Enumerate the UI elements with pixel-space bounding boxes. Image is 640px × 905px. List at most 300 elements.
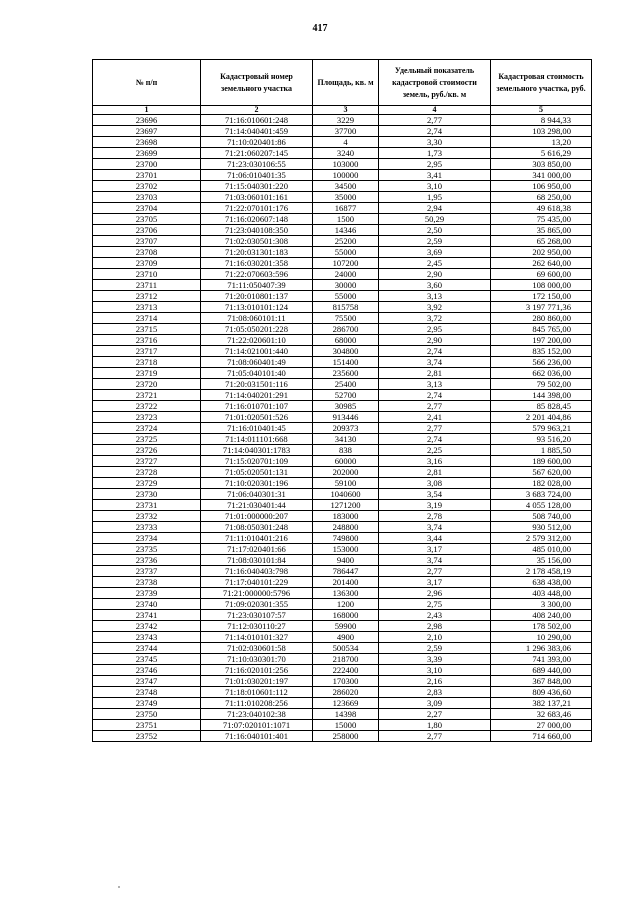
cell-cadastral-value: 69 600,00 — [491, 269, 592, 280]
table-row — [93, 489, 592, 500]
cell-area: 1500 — [313, 214, 379, 225]
cell-cadastral-number: 71:06:040301:31 — [201, 489, 313, 500]
cell-area: 500534 — [313, 643, 379, 654]
cell-cadastral-number: 71:23:040108:350 — [201, 225, 313, 236]
cell-area: 59100 — [313, 478, 379, 489]
cell-row-number: 23739 — [93, 588, 201, 599]
cell-cadastral-value: 367 848,00 — [491, 676, 592, 687]
cell-cadastral-number: 71:11:010208:256 — [201, 698, 313, 709]
cell-specific-value: 2,81 — [379, 467, 491, 478]
cell-cadastral-value: 189 600,00 — [491, 456, 592, 467]
cell-cadastral-number: 71:22:070101:176 — [201, 203, 313, 214]
table-row — [93, 247, 592, 258]
cell-cadastral-value: 662 036,00 — [491, 368, 592, 379]
cell-specific-value: 3,92 — [379, 302, 491, 313]
cell-area: 248800 — [313, 522, 379, 533]
cell-cadastral-number: 71:12:030110:27 — [201, 621, 313, 632]
cell-cadastral-value: 485 010,00 — [491, 544, 592, 555]
cell-specific-value: 2,95 — [379, 324, 491, 335]
cell-cadastral-number: 71:01:030201:197 — [201, 676, 313, 687]
table-row — [93, 236, 592, 247]
cell-row-number: 23720 — [93, 379, 201, 390]
cell-specific-value: 2,41 — [379, 412, 491, 423]
cell-specific-value: 2,90 — [379, 269, 491, 280]
cell-cadastral-value: 108 000,00 — [491, 280, 592, 291]
cell-cadastral-number: 71:10:020301:196 — [201, 478, 313, 489]
cell-row-number: 23697 — [93, 126, 201, 137]
cell-row-number: 23700 — [93, 159, 201, 170]
cell-cadastral-number: 71:17:020401:66 — [201, 544, 313, 555]
cell-specific-value: 3,74 — [379, 357, 491, 368]
scan-speck — [118, 886, 120, 888]
table-row — [93, 522, 592, 533]
table-row — [93, 467, 592, 478]
table-row — [93, 676, 592, 687]
cell-area: 100000 — [313, 170, 379, 181]
cell-area: 15000 — [313, 720, 379, 731]
column-number-row — [93, 106, 592, 115]
cell-cadastral-number: 71:16:020101:256 — [201, 665, 313, 676]
cell-row-number: 23740 — [93, 599, 201, 610]
cell-cadastral-value: 638 438,00 — [491, 577, 592, 588]
cell-area: 258000 — [313, 731, 379, 742]
column-number: 3 — [313, 106, 379, 115]
cell-specific-value: 2,81 — [379, 368, 491, 379]
cell-row-number: 23699 — [93, 148, 201, 159]
cell-cadastral-value: 835 152,00 — [491, 346, 592, 357]
table-row — [93, 181, 592, 192]
cell-specific-value: 3,44 — [379, 533, 491, 544]
cell-cadastral-value: 845 765,00 — [491, 324, 592, 335]
cell-specific-value: 2,16 — [379, 676, 491, 687]
column-number: 2 — [201, 106, 313, 115]
table-row — [93, 665, 592, 676]
cell-specific-value: 2,77 — [379, 423, 491, 434]
cell-area: 3229 — [313, 115, 379, 126]
cell-cadastral-value: 262 640,00 — [491, 258, 592, 269]
cell-specific-value: 2,10 — [379, 632, 491, 643]
cell-row-number: 23698 — [93, 137, 201, 148]
cell-cadastral-value: 930 512,00 — [491, 522, 592, 533]
cell-cadastral-number: 71:02:030501:308 — [201, 236, 313, 247]
cell-row-number: 23750 — [93, 709, 201, 720]
cell-area: 235600 — [313, 368, 379, 379]
cell-row-number: 23713 — [93, 302, 201, 313]
cell-area: 68000 — [313, 335, 379, 346]
cell-cadastral-number: 71:14:011101:668 — [201, 434, 313, 445]
cell-row-number: 23725 — [93, 434, 201, 445]
cell-cadastral-number: 71:21:000000:5796 — [201, 588, 313, 599]
cell-cadastral-value: 35 865,00 — [491, 225, 592, 236]
table-row — [93, 533, 592, 544]
cell-specific-value: 2,77 — [379, 731, 491, 742]
cadastral-value-table — [92, 59, 592, 742]
cell-area: 30000 — [313, 280, 379, 291]
cell-cadastral-number: 71:05:050201:228 — [201, 324, 313, 335]
cell-cadastral-value: 93 516,20 — [491, 434, 592, 445]
cell-specific-value: 2,77 — [379, 115, 491, 126]
cell-cadastral-value: 197 200,00 — [491, 335, 592, 346]
cell-row-number: 23746 — [93, 665, 201, 676]
cell-area: 123669 — [313, 698, 379, 709]
cell-cadastral-value: 65 268,00 — [491, 236, 592, 247]
cell-area: 286020 — [313, 687, 379, 698]
cell-cadastral-number: 71:11:050407:39 — [201, 280, 313, 291]
table-row — [93, 203, 592, 214]
table-row — [93, 137, 592, 148]
table-row — [93, 335, 592, 346]
table-row — [93, 302, 592, 313]
cell-cadastral-value: 8 944,33 — [491, 115, 592, 126]
cell-row-number: 23701 — [93, 170, 201, 181]
cell-area: 34500 — [313, 181, 379, 192]
cell-area: 14398 — [313, 709, 379, 720]
cell-cadastral-value: 10 290,00 — [491, 632, 592, 643]
cell-row-number: 23744 — [93, 643, 201, 654]
cell-specific-value: 3,60 — [379, 280, 491, 291]
table-row — [93, 126, 592, 137]
cell-specific-value: 2,43 — [379, 610, 491, 621]
table-row — [93, 269, 592, 280]
cell-cadastral-value: 579 963,21 — [491, 423, 592, 434]
cell-cadastral-number: 71:05:040101:40 — [201, 368, 313, 379]
cell-area: 749800 — [313, 533, 379, 544]
cell-row-number: 23747 — [93, 676, 201, 687]
cell-area: 55000 — [313, 291, 379, 302]
cell-area: 14346 — [313, 225, 379, 236]
cell-cadastral-number: 71:14:040201:291 — [201, 390, 313, 401]
cell-row-number: 23737 — [93, 566, 201, 577]
cell-specific-value: 3,54 — [379, 489, 491, 500]
cell-area: 1200 — [313, 599, 379, 610]
cell-row-number: 23702 — [93, 181, 201, 192]
table-row — [93, 511, 592, 522]
table-row — [93, 610, 592, 621]
table-row — [93, 720, 592, 731]
cell-row-number: 23723 — [93, 412, 201, 423]
table-row — [93, 291, 592, 302]
cell-area: 168000 — [313, 610, 379, 621]
cell-specific-value: 3,09 — [379, 698, 491, 709]
cell-specific-value: 2,77 — [379, 566, 491, 577]
cell-specific-value: 3,39 — [379, 654, 491, 665]
table-row — [93, 698, 592, 709]
cell-cadastral-number: 71:03:060101:161 — [201, 192, 313, 203]
column-number: 1 — [93, 106, 201, 115]
cell-cadastral-value: 5 616,29 — [491, 148, 592, 159]
cell-row-number: 23730 — [93, 489, 201, 500]
table-row — [93, 313, 592, 324]
cell-area: 4 — [313, 137, 379, 148]
cell-row-number: 23703 — [93, 192, 201, 203]
table-row — [93, 148, 592, 159]
cell-cadastral-value: 27 000,00 — [491, 720, 592, 731]
cell-row-number: 23731 — [93, 500, 201, 511]
cell-cadastral-number: 71:18:010601:112 — [201, 687, 313, 698]
cell-cadastral-number: 71:14:040401:459 — [201, 126, 313, 137]
cell-area: 25400 — [313, 379, 379, 390]
cell-cadastral-value: 103 298,00 — [491, 126, 592, 137]
cell-area: 4900 — [313, 632, 379, 643]
table-row — [93, 566, 592, 577]
header-row-number: № п/п — [93, 60, 201, 106]
cell-cadastral-number: 71:02:030601:58 — [201, 643, 313, 654]
cell-cadastral-number: 71:20:031301:183 — [201, 247, 313, 258]
cell-specific-value: 2,74 — [379, 126, 491, 137]
table-row — [93, 390, 592, 401]
cell-row-number: 23749 — [93, 698, 201, 709]
cell-cadastral-value: 178 502,00 — [491, 621, 592, 632]
cell-specific-value: 2,95 — [379, 159, 491, 170]
table-row — [93, 412, 592, 423]
cell-row-number: 23696 — [93, 115, 201, 126]
cell-cadastral-number: 71:16:010401:45 — [201, 423, 313, 434]
cell-specific-value: 3,17 — [379, 544, 491, 555]
cell-specific-value: 3,69 — [379, 247, 491, 258]
table-row — [93, 423, 592, 434]
cell-cadastral-number: 71:08:060101:11 — [201, 313, 313, 324]
cell-cadastral-number: 71:17:040101:229 — [201, 577, 313, 588]
cell-area: 183000 — [313, 511, 379, 522]
cell-cadastral-value: 106 950,00 — [491, 181, 592, 192]
cell-cadastral-value: 79 502,00 — [491, 379, 592, 390]
cell-area: 286700 — [313, 324, 379, 335]
table-row — [93, 555, 592, 566]
cell-row-number: 23712 — [93, 291, 201, 302]
cell-row-number: 23709 — [93, 258, 201, 269]
table-row — [93, 368, 592, 379]
column-number: 5 — [491, 106, 592, 115]
cell-area: 136300 — [313, 588, 379, 599]
cell-cadastral-number: 71:07:020101:1071 — [201, 720, 313, 731]
column-number: 4 — [379, 106, 491, 115]
cell-row-number: 23705 — [93, 214, 201, 225]
cell-cadastral-number: 71:23:040102:38 — [201, 709, 313, 720]
page-number: 417 — [312, 23, 328, 34]
table-row — [93, 709, 592, 720]
table-row — [93, 478, 592, 489]
table-row — [93, 599, 592, 610]
cell-specific-value: 2,74 — [379, 346, 491, 357]
cell-row-number: 23742 — [93, 621, 201, 632]
table-row — [93, 214, 592, 225]
cell-specific-value: 3,74 — [379, 555, 491, 566]
cell-cadastral-number: 71:20:010801:137 — [201, 291, 313, 302]
cell-specific-value: 2,94 — [379, 203, 491, 214]
cell-cadastral-number: 71:08:030101:84 — [201, 555, 313, 566]
cell-cadastral-number: 71:16:020607:148 — [201, 214, 313, 225]
cell-row-number: 23727 — [93, 456, 201, 467]
cell-row-number: 23704 — [93, 203, 201, 214]
cell-area: 815758 — [313, 302, 379, 313]
cell-cadastral-number: 71:21:060207:145 — [201, 148, 313, 159]
cell-specific-value: 2,75 — [379, 599, 491, 610]
cell-row-number: 23741 — [93, 610, 201, 621]
cell-specific-value: 2,59 — [379, 236, 491, 247]
cell-area: 151400 — [313, 357, 379, 368]
cell-row-number: 23710 — [93, 269, 201, 280]
header-specific-value: Удельный показатель кадастровой стоимости земель, руб./кв. м — [379, 60, 491, 106]
cell-cadastral-number: 71:08:060401:49 — [201, 357, 313, 368]
cell-cadastral-number: 71:20:031501:116 — [201, 379, 313, 390]
cell-row-number: 23721 — [93, 390, 201, 401]
cell-area: 201400 — [313, 577, 379, 588]
cell-area: 9400 — [313, 555, 379, 566]
cell-row-number: 23751 — [93, 720, 201, 731]
cell-cadastral-value: 2 201 404,86 — [491, 412, 592, 423]
cell-specific-value: 3,13 — [379, 379, 491, 390]
cell-specific-value: 3,17 — [379, 577, 491, 588]
cell-cadastral-value: 75 435,00 — [491, 214, 592, 225]
cell-cadastral-value: 341 000,00 — [491, 170, 592, 181]
cell-area: 3240 — [313, 148, 379, 159]
cell-specific-value: 2,27 — [379, 709, 491, 720]
cell-cadastral-number: 71:16:040101:401 — [201, 731, 313, 742]
cell-cadastral-value: 809 436,60 — [491, 687, 592, 698]
cell-cadastral-value: 567 620,00 — [491, 467, 592, 478]
cell-row-number: 23734 — [93, 533, 201, 544]
cell-specific-value: 2,83 — [379, 687, 491, 698]
cell-row-number: 23732 — [93, 511, 201, 522]
cell-specific-value: 2,59 — [379, 643, 491, 654]
cell-cadastral-value: 4 055 128,00 — [491, 500, 592, 511]
cell-row-number: 23735 — [93, 544, 201, 555]
cell-area: 52700 — [313, 390, 379, 401]
table-row — [93, 357, 592, 368]
cell-area: 838 — [313, 445, 379, 456]
cell-area: 913446 — [313, 412, 379, 423]
cell-row-number: 23736 — [93, 555, 201, 566]
cell-specific-value: 3,08 — [379, 478, 491, 489]
cell-area: 103000 — [313, 159, 379, 170]
cell-specific-value: 2,98 — [379, 621, 491, 632]
cell-area: 1040600 — [313, 489, 379, 500]
cell-row-number: 23748 — [93, 687, 201, 698]
cell-area: 30985 — [313, 401, 379, 412]
cell-specific-value: 3,19 — [379, 500, 491, 511]
cell-cadastral-number: 71:15:020701:109 — [201, 456, 313, 467]
cell-specific-value: 2,45 — [379, 258, 491, 269]
cell-specific-value: 2,50 — [379, 225, 491, 236]
cell-row-number: 23726 — [93, 445, 201, 456]
cell-specific-value: 3,13 — [379, 291, 491, 302]
table-row — [93, 434, 592, 445]
cell-area: 59900 — [313, 621, 379, 632]
table-row — [93, 324, 592, 335]
cell-specific-value: 3,10 — [379, 665, 491, 676]
cell-row-number: 23718 — [93, 357, 201, 368]
cell-row-number: 23728 — [93, 467, 201, 478]
cell-area: 209373 — [313, 423, 379, 434]
cell-area: 304800 — [313, 346, 379, 357]
cell-cadastral-number: 71:01:020501:526 — [201, 412, 313, 423]
cell-cadastral-number: 71:08:050301:248 — [201, 522, 313, 533]
cell-row-number: 23714 — [93, 313, 201, 324]
cell-cadastral-value: 403 448,00 — [491, 588, 592, 599]
cell-cadastral-number: 71:23:030107:57 — [201, 610, 313, 621]
cell-cadastral-value: 1 296 383,06 — [491, 643, 592, 654]
cell-area: 16877 — [313, 203, 379, 214]
cell-cadastral-number: 71:09:020301:355 — [201, 599, 313, 610]
cell-row-number: 23752 — [93, 731, 201, 742]
table-row — [93, 170, 592, 181]
cell-cadastral-number: 71:23:030106:55 — [201, 159, 313, 170]
cell-cadastral-value: 144 398,00 — [491, 390, 592, 401]
cell-cadastral-value: 508 740,00 — [491, 511, 592, 522]
table-row — [93, 632, 592, 643]
cell-specific-value: 2,74 — [379, 390, 491, 401]
table-row — [93, 500, 592, 511]
cell-cadastral-number: 71:10:030301:70 — [201, 654, 313, 665]
cell-cadastral-number: 71:21:030401:44 — [201, 500, 313, 511]
cell-row-number: 23745 — [93, 654, 201, 665]
table-header-row — [93, 60, 592, 106]
cell-row-number: 23722 — [93, 401, 201, 412]
cell-area: 218700 — [313, 654, 379, 665]
table-row — [93, 258, 592, 269]
cell-cadastral-value: 32 683,46 — [491, 709, 592, 720]
table-row — [93, 280, 592, 291]
table-row — [93, 588, 592, 599]
table-row — [93, 643, 592, 654]
cell-area: 1271200 — [313, 500, 379, 511]
table-row — [93, 544, 592, 555]
cell-cadastral-value: 3 683 724,00 — [491, 489, 592, 500]
cell-specific-value: 2,25 — [379, 445, 491, 456]
cell-cadastral-value: 172 150,00 — [491, 291, 592, 302]
cell-specific-value: 3,72 — [379, 313, 491, 324]
table-row — [93, 654, 592, 665]
table-row — [93, 687, 592, 698]
cell-cadastral-value: 3 300,00 — [491, 599, 592, 610]
cell-cadastral-value: 35 156,00 — [491, 555, 592, 566]
cell-area: 55000 — [313, 247, 379, 258]
cell-specific-value: 3,74 — [379, 522, 491, 533]
cell-cadastral-value: 303 850,00 — [491, 159, 592, 170]
cell-row-number: 23711 — [93, 280, 201, 291]
cell-cadastral-number: 71:11:010401:216 — [201, 533, 313, 544]
cell-cadastral-number: 71:16:010601:248 — [201, 115, 313, 126]
cell-cadastral-value: 3 197 771,36 — [491, 302, 592, 313]
cell-row-number: 23729 — [93, 478, 201, 489]
cell-cadastral-value: 714 660,00 — [491, 731, 592, 742]
cell-cadastral-number: 71:22:020601:10 — [201, 335, 313, 346]
cell-area: 170300 — [313, 676, 379, 687]
table-row — [93, 445, 592, 456]
cell-cadastral-value: 2 579 312,00 — [491, 533, 592, 544]
table-row — [93, 456, 592, 467]
cell-row-number: 23719 — [93, 368, 201, 379]
cell-specific-value: 2,96 — [379, 588, 491, 599]
cell-cadastral-number: 71:13:010101:124 — [201, 302, 313, 313]
cell-row-number: 23733 — [93, 522, 201, 533]
cell-cadastral-value: 280 860,00 — [491, 313, 592, 324]
cell-cadastral-number: 71:06:010401:35 — [201, 170, 313, 181]
cell-row-number: 23707 — [93, 236, 201, 247]
cell-row-number: 23706 — [93, 225, 201, 236]
table-row — [93, 401, 592, 412]
cell-cadastral-value: 202 950,00 — [491, 247, 592, 258]
cell-area: 25200 — [313, 236, 379, 247]
cell-row-number: 23717 — [93, 346, 201, 357]
cell-cadastral-number: 71:01:000000:207 — [201, 511, 313, 522]
cell-cadastral-value: 1 885,50 — [491, 445, 592, 456]
cell-cadastral-value: 566 236,00 — [491, 357, 592, 368]
cell-cadastral-value: 382 137,21 — [491, 698, 592, 709]
table-row — [93, 159, 592, 170]
table-row — [93, 192, 592, 203]
cell-area: 786447 — [313, 566, 379, 577]
